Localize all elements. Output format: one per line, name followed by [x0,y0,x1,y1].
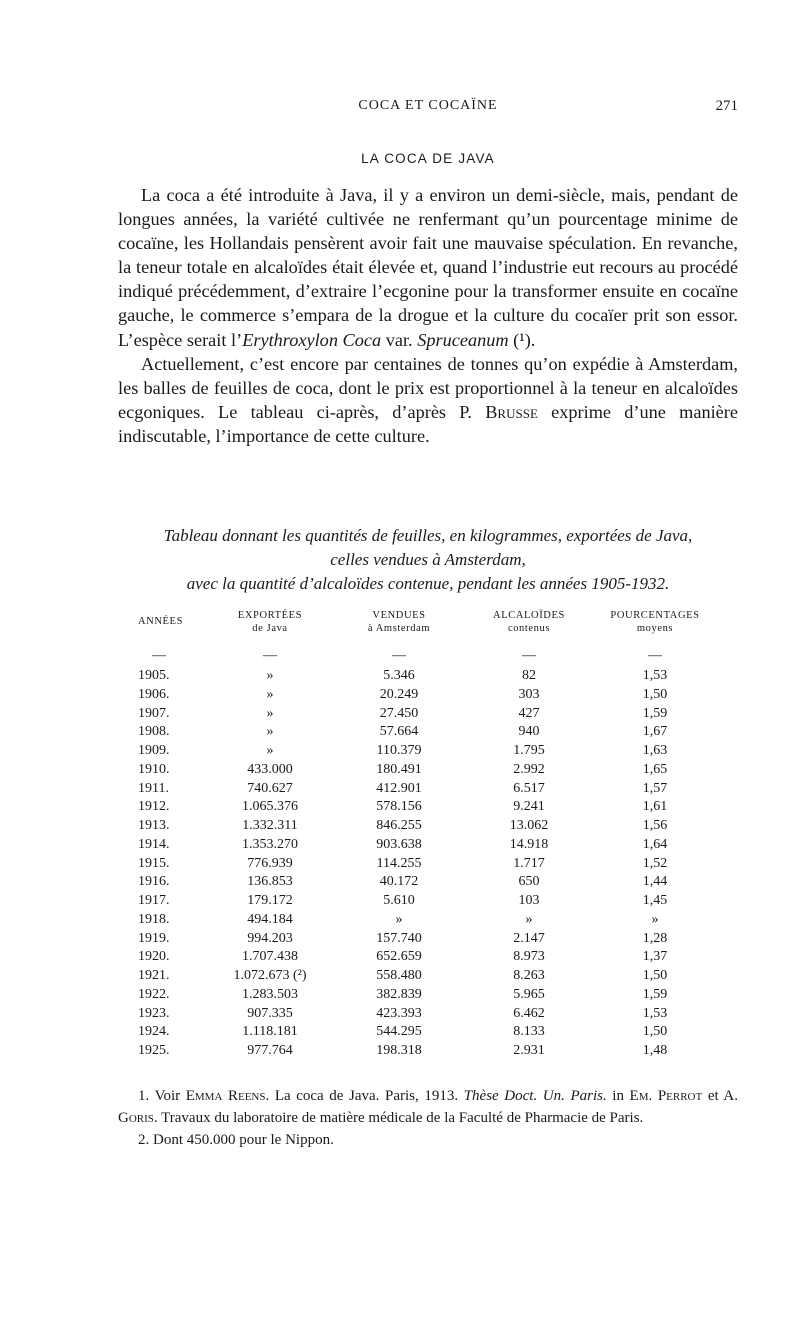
table-cell-exported: 994.203 [247,930,293,946]
table-cell-exported: 494.184 [247,911,293,927]
dash-cell: — [648,647,662,663]
table-row [138,967,720,986]
table-cell-exported: 433.000 [247,761,293,777]
dash-cell: — [522,647,536,663]
table-cell-sold: 846.255 [376,818,422,833]
table-cell-alkaloids: 1.717 [513,855,545,871]
table-cell-sold: 423.393 [376,1005,422,1021]
table-cell-percent: 1,67 [642,724,668,740]
table-cell-sold: 412.901 [376,780,422,796]
table-cell-sold: 382.839 [376,986,422,1002]
table-cell-percent: 1,52 [642,855,668,871]
table-cell-alkaloids: 650 [518,874,540,890]
author-name: Brusse [485,401,538,422]
table-cell-alkaloids: 2.931 [513,1043,545,1058]
table-cell-percent: 1,48 [642,1043,668,1058]
var-label: var. [381,329,418,350]
table-cell-year: 1905. [138,668,170,683]
footnote-thesis: Thèse Doct. Un. Paris. [463,1088,607,1104]
table-cell-percent: 1,45 [642,893,668,908]
table-cell-percent: 1,28 [642,930,668,946]
table-row [138,873,720,892]
table-row [138,723,720,742]
table-cell-year: 1908. [138,724,170,740]
table-cell-alkaloids: 14.918 [509,836,549,852]
page-number: 271 [715,98,738,114]
header-sold: VENDUES à Amsterdam [367,610,431,634]
table-cell-exported: 136.853 [247,874,293,890]
table-cell-year: 1924. [138,1024,170,1040]
table-cell-year: 1911. [138,780,169,796]
table-cell-percent: 1,65 [642,761,668,777]
table-cell-percent: 1,53 [642,1005,668,1021]
table-row [138,986,720,1005]
running-head [118,98,738,120]
table-cell-percent: 1,64 [642,836,668,852]
table-cell-alkaloids: 13.062 [509,818,549,833]
table-cell-exported: 1.332.311 [242,818,298,833]
table-cell-sold: » [395,911,403,927]
caption-line-1: Tableau donnant les quantités de feuilles, en kilogrammes, exportées de Java, [163,526,693,545]
table-cell-year: 1917. [138,893,170,908]
table-cell-year: 1923. [138,1005,170,1021]
table-row [138,836,720,855]
table-cell-alkaloids: 103 [518,893,540,908]
table-cell-percent: 1,59 [642,986,668,1002]
table-caption [118,524,738,596]
footnote-editor-1: Em. Perrot [629,1088,703,1104]
table-cell-sold: 20.249 [379,686,419,702]
table-cell-year: 1914. [138,836,170,852]
table-cell-alkaloids: 940 [518,724,540,740]
table-cell-sold: 27.450 [379,705,419,721]
table-cell-alkaloids: 8.973 [513,949,545,965]
paragraph-1 [118,183,738,352]
table-cell-alkaloids: 427 [518,705,540,721]
table-cell-sold: 57.664 [379,724,419,740]
table-cell-exported: 776.939 [247,855,293,871]
table-row [138,705,720,724]
header-percent: POURCENTAGES moyens [610,610,700,634]
footnote-author: Emma Reens [185,1088,266,1104]
table-cell-sold: 198.318 [376,1043,422,1058]
table-cell-exported: » [266,705,274,721]
table-cell-sold: 544.295 [376,1024,422,1040]
table-cell-exported: » [266,724,274,740]
table-row [138,892,720,911]
paragraph-2-text-before: Actuellement, c’est encore par centaines de tonnes qu’on expédie à Amsterdam, les balles de feuilles de coca, dont le prix est proportionnel à la teneur en alcaloïdes ecgoniques. Le tableau ci-après, d’après P. [118,353,738,422]
table-row [138,948,720,967]
table-cell-alkaloids: 303 [518,686,540,702]
table-cell-alkaloids: 8.133 [513,1024,545,1040]
table-cell-alkaloids: 8.263 [513,968,545,983]
table-dash-row [138,645,720,667]
table-row [138,742,720,761]
table-cell-exported: 1.707.438 [242,949,298,965]
table-cell-year: 1910. [138,761,170,777]
table-row [138,1023,720,1042]
table-row [138,930,720,949]
table-cell-exported: 1.118.181 [242,1024,298,1040]
table-cell-alkaloids: 5.965 [513,986,545,1002]
table-cell-percent: 1,50 [642,968,668,983]
table-cell-percent: 1,50 [642,1024,668,1040]
table-cell-sold: 558.480 [376,968,422,983]
table-cell-percent: 1,50 [642,686,668,702]
footnote-ref-1: (¹). [508,329,536,350]
table-row [138,798,720,817]
variety-name: Spruceanum [417,329,509,350]
table-cell-alkaloids: 6.517 [513,780,545,796]
table-cell-year: 1909. [138,743,170,758]
table-cell-sold: 578.156 [376,799,422,815]
table-cell-exported: 977.764 [247,1043,293,1058]
dash-cell: — [392,647,406,663]
table-cell-exported: » [266,686,274,702]
table-cell-percent: 1,63 [642,743,668,758]
table-cell-percent: 1,57 [642,780,668,796]
header-alkaloids: ALCALOÏDES contenus [493,610,565,634]
table-cell-year: 1922. [138,986,170,1002]
table-cell-exported: 1.353.270 [242,836,298,852]
table-cell-year: 1925. [138,1043,170,1058]
table-cell-percent: 1,37 [642,949,668,965]
table-cell-alkaloids: 2.992 [513,761,545,777]
table-cell-sold: 5.610 [383,893,415,908]
table-cell-exported: 740.627 [247,780,293,796]
table-cell-exported: » [266,668,274,683]
section-title: LA COCA DE JAVA [361,151,495,166]
table-row [138,780,720,799]
paragraph-1-text: La coca a été introduite à Java, il y a environ un demi-siècle, mais, pendant de longues années, la variété cultivée ne renfermant qu’un pourcentage minime de cocaïne, les Hollandais pensèrent avoir fait une mauvaise spéculation. En revanche, la teneur totale en alcaloïdes était élevée et, quand l’industrie eut recours au procédé indiqué précédemment, d’extraire l’ecgonine pour la transformer ensuite en cocaïne gauche, le commerce s’empara de la drogue et la culture du cocaïer prit son essor. L’espèce serait l’ [118,185,738,350]
table-row [138,761,720,780]
table-row [138,855,720,874]
table-cell-exported: 1.065.376 [242,799,298,815]
table-cell-year: 1912. [138,799,170,815]
table-cell-year: 1918. [138,911,170,927]
table-cell-year: 1906. [138,686,170,702]
header-years: ANNÉES [138,616,184,627]
table-cell-sold: 110.379 [376,743,422,758]
table-cell-alkaloids: 9.241 [513,799,545,815]
table-row [138,1042,720,1061]
table-cell-alkaloids: 82 [522,668,536,683]
table-row [138,686,720,705]
table-cell-percent: 1,61 [642,799,668,815]
table-row [138,667,720,686]
table-cell-exported: 907.335 [247,1005,293,1021]
table-cell-percent: 1,56 [642,818,668,833]
table-cell-alkaloids: 2.147 [513,930,545,946]
table-cell-year: 1907. [138,705,170,721]
table-cell-percent: » [651,911,659,927]
table-cell-alkaloids: 1.795 [513,743,545,758]
caption-line-3: avec la quantité d’alcaloïdes contenue, pendant les années 1905-1932. [186,574,670,593]
table-cell-exported: 1.283.503 [242,986,298,1002]
table-cell-sold: 114.255 [376,855,422,871]
table-cell-exported: 179.172 [247,893,293,908]
header-exported: EXPORTÉES de Java [237,610,303,634]
footnotes [118,1085,738,1151]
species-name: Erythroxylon Coca [242,329,382,350]
paragraph-2-text-after: exprime d’une manière indiscutable, l’importance de cette culture. [118,401,738,446]
table-header-row [138,609,720,645]
table-cell-exported: 1.072.673 (²) [233,968,307,983]
table-cell-sold: 180.491 [376,761,422,777]
table-cell-sold: 5.346 [383,668,415,683]
running-title: COCA ET COCAÏNE [358,98,498,113]
dash-cell: — [152,647,166,663]
data-table [138,609,720,1061]
paragraph-2 [118,352,738,448]
table-cell-year: 1921. [138,968,170,983]
body-text [118,183,738,448]
footnote-editor-2: Goris [118,1110,154,1126]
table-cell-percent: 1,53 [642,668,668,683]
table-row [138,817,720,836]
table-cell-sold: 40.172 [379,874,419,890]
table-cell-year: 1913. [138,818,170,833]
table-body [138,667,720,1061]
table-cell-sold: 903.638 [376,836,422,852]
table-cell-sold: 652.659 [376,949,422,965]
table-cell-year: 1915. [138,855,170,871]
table-cell-year: 1919. [138,930,170,946]
dash-cell: — [263,647,277,663]
table-cell-alkaloids: » [525,911,533,927]
table-cell-year: 1916. [138,874,170,890]
table-cell-exported: » [266,743,274,758]
table-cell-alkaloids: 6.462 [513,1005,545,1021]
footnote-1: 1. Voir Emma Reens. La coca de Java. Paris, 1913. Thèse Doct. Un. Paris. in Em. Perrot et A. Goris. Travaux du laboratoire de matière médicale de la Faculté de Pharmacie de Paris. [118,1088,738,1126]
footnote-2: 2. Dont 450.000 pour le Nippon. [138,1132,334,1148]
table-cell-percent: 1,44 [642,874,668,890]
table-cell-year: 1920. [138,949,170,965]
table-cell-sold: 157.740 [376,930,422,946]
table-row [138,911,720,930]
caption-line-2: celles vendues à Amsterdam, [330,550,526,569]
table-row [138,1005,720,1024]
table-cell-percent: 1,59 [642,705,668,721]
